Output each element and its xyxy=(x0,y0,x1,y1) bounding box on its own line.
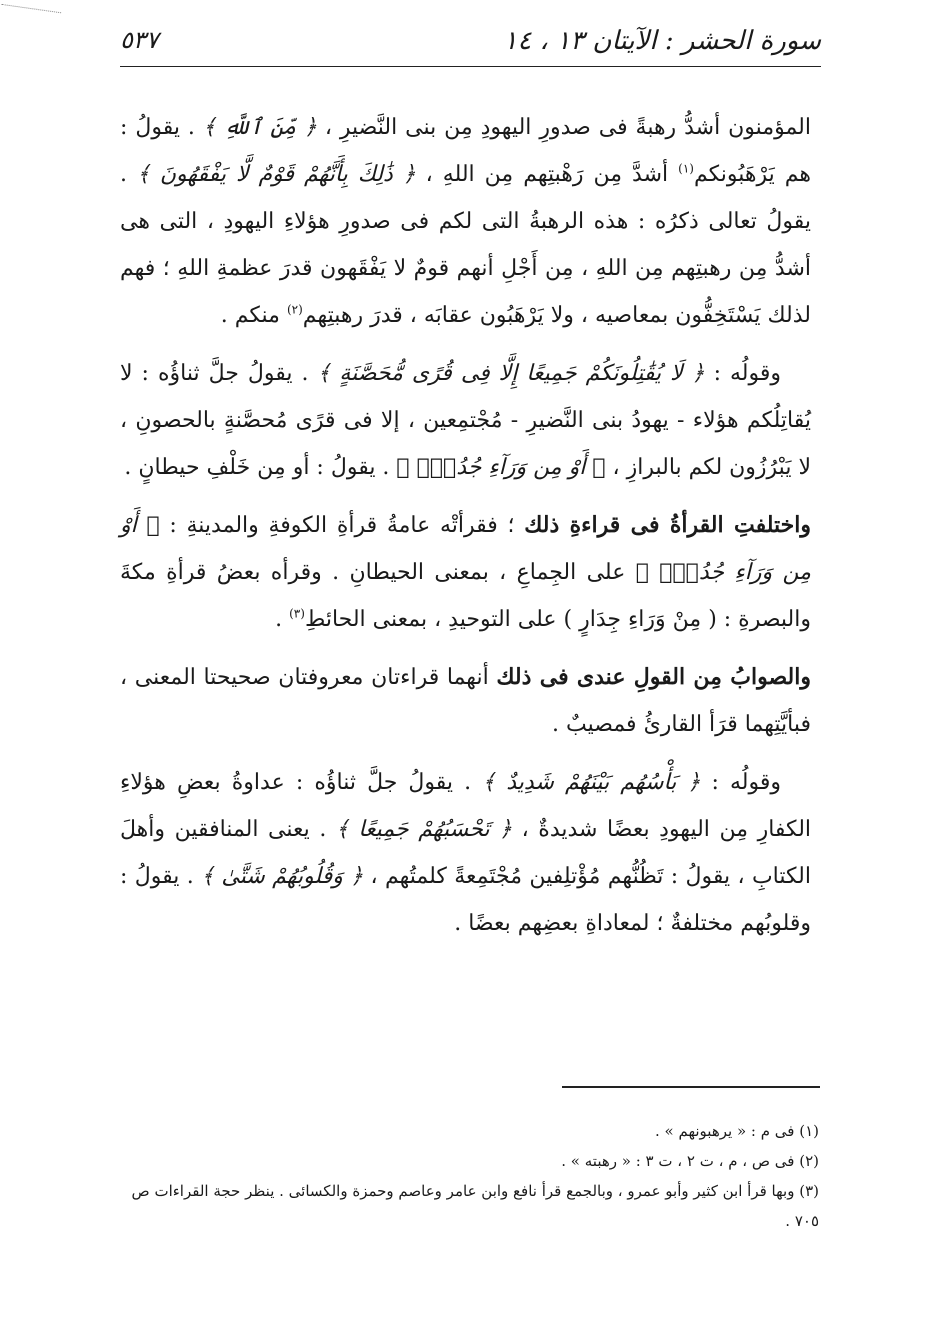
quran-quote: ﴿ لَا يُقَٰتِلُونَكُمْ جَمِيعًا إِلَّا فِى قُرًى مُّحَصَّنَةٍ ﴾ xyxy=(317,361,705,386)
paragraph-text: . يقولُ : أو مِن خَلْفِ حيطانٍ . xyxy=(124,455,397,480)
quran-quote: ﴿ ذَٰلِكَ بِأَنَّهُمْ قَوْمٌ لَّا يَفْقَهُونَ ﴾ xyxy=(137,162,416,187)
paragraph-text: أنهما قراءتان معروفتان صحيحتا المعنى ، فبأيَّتِهما قرَأ القارئُ فمصيبٌ . xyxy=(120,665,811,737)
header-rule xyxy=(120,66,821,67)
main-text xyxy=(120,104,811,958)
paragraph xyxy=(120,350,811,491)
footnote-marker: (٣) xyxy=(289,606,305,621)
paragraph xyxy=(120,759,811,947)
quran-quote: ﴿ وَقُلُوبُهُمْ شَتَّىٰ ﴾ xyxy=(201,864,364,889)
paragraph-text: منكم . xyxy=(220,303,287,328)
quran-quote: ﴿ أَوْ مِن وَرَآءِ جُدُرٍۭ ﴾ xyxy=(396,455,606,480)
footnote-marker: (١) xyxy=(678,161,694,176)
paragraph-text: . يقولُ : وقلوبُهم مختلفةٌ ؛ لمعاداةِ بعضِهم بعضًا . xyxy=(120,864,811,936)
paragraph-text: أشدَّ مِن رَهْبتِهم مِن اللهِ ، xyxy=(415,162,679,187)
paragraph-text: على الجِماعِ ، بمعنى الحيطانِ . وقرأه بعضُ قرأةِ مكةَ والبصرةِ : ( مِنْ وَرَاءِ جِدَارٍ ) على التوحيدِ ، بمعنى الحائطِ xyxy=(120,560,811,632)
quran-quote: ﴿ بَأْسُهُم بَيْنَهُمْ شَدِيدٌ ﴾ xyxy=(482,770,701,795)
paragraph xyxy=(120,104,811,339)
footnote: (٣) وبها قرأ ابن كثير وأبو عمرو ، وبالجمع قرأ نافع وابن عامر وعاصم وحمزة والكسائى . ينظر حجة القراءات ص ٧٠٥ . xyxy=(131,1182,819,1230)
paragraph-text: ؛ فقرأتْه عامةُ قرأةِ الكوفةِ والمدينةِ : xyxy=(159,513,525,538)
running-header xyxy=(120,22,821,66)
footnote-separator xyxy=(562,1086,820,1088)
paragraph-text: . يقولُ جلَّ ثناؤُه : عداوةُ بعضِ هؤلاءِ الكفارِ مِن اليهودِ بعضًا شديدةٌ ، xyxy=(120,770,812,842)
bold-lead-text: واختلفتِ القرأةُ فى قراءةِ ذلك xyxy=(524,512,811,538)
paragraph xyxy=(120,502,811,643)
footnotes xyxy=(120,1116,819,1236)
paragraph-text: . xyxy=(275,607,290,632)
paragraph-text: . يعنى المنافقين وأهلَ الكتابِ ، يقولُ : تَظُنُّهم مُؤْتلِفين مُجْتَمِعةً كلمتُهم ، xyxy=(120,817,811,889)
paragraph-text: . يقولُ : هم يَرْهَبُونكم xyxy=(120,115,811,187)
paragraph xyxy=(120,654,811,748)
scan-artifact xyxy=(0,4,61,33)
page-number: ٥٣٧ xyxy=(120,26,159,54)
bold-lead-text: والصوابُ مِن القولِ عندى فى ذلك xyxy=(496,664,811,690)
footnote: (١) فى م : « يرهبونهم » . xyxy=(655,1122,819,1140)
paragraph-text: . يقولُ تعالى ذكرُه : هذه الرهبةُ التى لكم فى صدورِ هؤلاءِ اليهودِ ، التى هى أشدُّ مِن رهبتِهم مِن اللهِ ، مِن أَجْلِ أنهم قومٌ لا يَفْقَهون قدرَ عظمةِ اللهِ ؛ فهم لذلك يَسْتَخِفُّون بمعاصيه ، ولا يَرْهَبُون عقابَه ، قدرَ رهبتِهم xyxy=(120,162,811,328)
footnote: (٢) فى ص ، م ، ت ٢ ، ت ٣ : « رهبته » . xyxy=(561,1152,819,1170)
quran-quote: ﴿ مِّنَ ٱللَّهِ ﴾ xyxy=(202,115,317,140)
paragraph-text: . يقولُ جلَّ ثناؤُه : لا يُقاتِلُكم هؤلاء - يهودُ بنى النَّضيرِ - مُجْتمِعين ، إلا فى قرًى مُحصَّنةٍ بالحصونِ ، لا يَبْرُزُون لكم بالبرازِ ، xyxy=(120,361,811,480)
quran-quote: ﴿ أَوْ مِن وَرَآءِ جُدُرٍۭ ﴾ xyxy=(120,513,811,585)
paragraph-text: المؤمنون أشدُّ رهبةً فى صدورِ اليهودِ مِن بنى النَّضيرِ ، xyxy=(316,115,811,140)
paragraph-text: وقولُه : xyxy=(704,361,782,386)
quran-quote: ﴿ تَحْسَبُهُمْ جَمِيعًا ﴾ xyxy=(335,817,513,842)
paragraph-text: وقولُه : xyxy=(700,770,781,795)
header-title: سورة الحشر : الآيتان ١٣ ، ١٤ xyxy=(503,26,821,56)
footnote-marker: (٢) xyxy=(286,302,303,317)
